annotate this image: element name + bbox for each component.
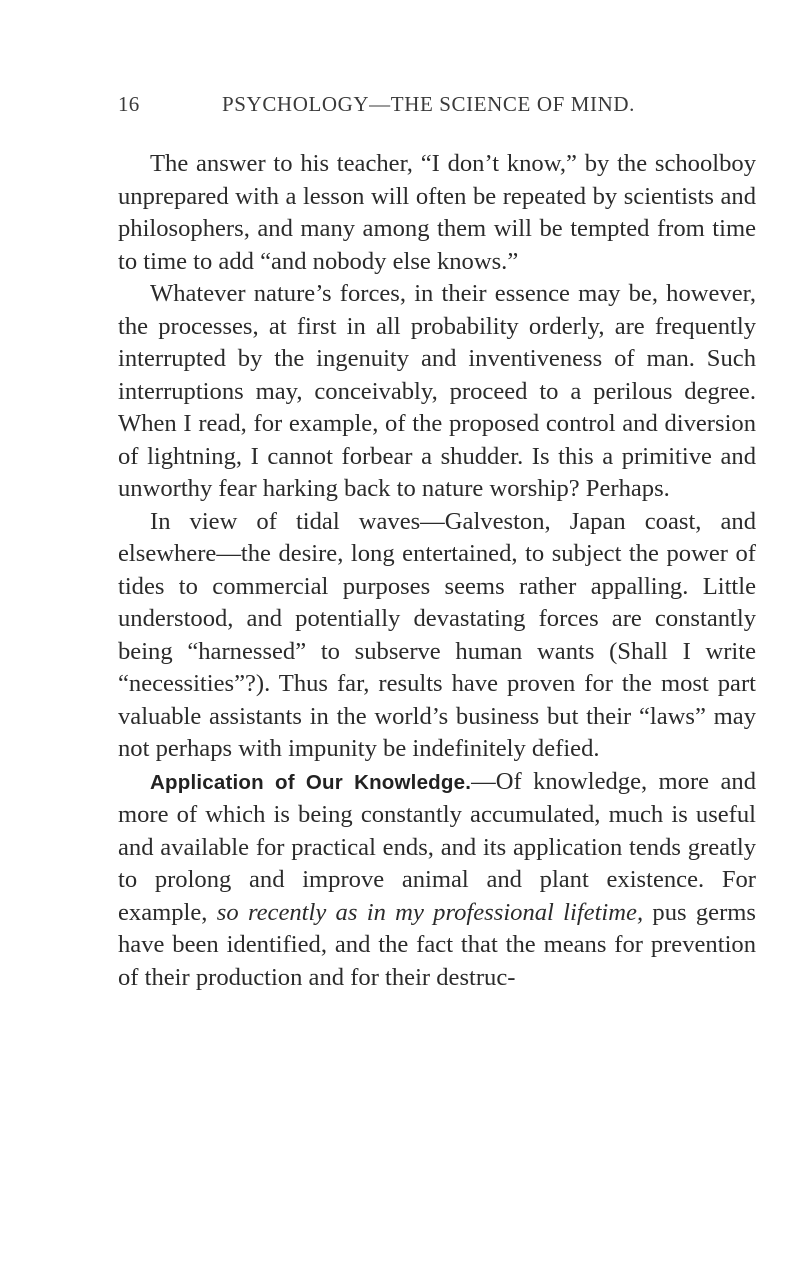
body-text (118, 148, 756, 994)
book-page (118, 92, 756, 994)
paragraph-2: Whatever nature’s forces, in their essence may be, however, the processes, at first in all probability orderly, are frequently interrupted by the ingenuity and inventiveness of man. Such interruptions may, conceivably, proceed to a perilous degree. When I read, for example, of the proposed control and diversion of lightning, I cannot forbear a shudder. Is this a primitive and unworthy fear harking back to nature worship? Perhaps. (118, 280, 756, 502)
running-title: PSYCHOLOGY—THE SCIENCE OF MIND. (222, 92, 635, 116)
paragraph-4-text-b: pus germs have been identified, and the fact that the means for prevention of their production and for their destruc- (118, 898, 756, 991)
paragraph-3: In view of tidal waves—Galveston, Japan coast, and elsewhere—the desire, long entertained, to subject the power of tides to commercial purposes seems rather appalling. Little understood, and potentially devastating forces are constantly being “harnessed” to subserve human wants (Shall I write “necessities”?). Thus far, results have proven for the most part valuable assistants in the world’s business but their “laws” may not perhaps with impunity be indefinitely defied. (118, 507, 756, 762)
running-head (118, 92, 756, 128)
paragraph-1: The answer to his teacher, “I don’t know,” by the schoolboy unprepared with a lesson will often be repeated by scientists and philosophers, and many among them will be tempted from time to time to add “and nobody else knows.” (118, 150, 756, 275)
section-heading: Application of Our Knowledge. (150, 770, 472, 794)
paragraph-4-text-a: —Of knowledge, more and more of which is being constantly accumulated, much is useful and available for practical ends, and its application tends greatly to prolong and improve animal and plant existence. For example, (118, 767, 757, 926)
page-number: 16 (118, 92, 140, 116)
paragraph-4-italic: so recently as in my professional lifetime, (216, 898, 644, 926)
paragraph-4 (118, 766, 756, 995)
